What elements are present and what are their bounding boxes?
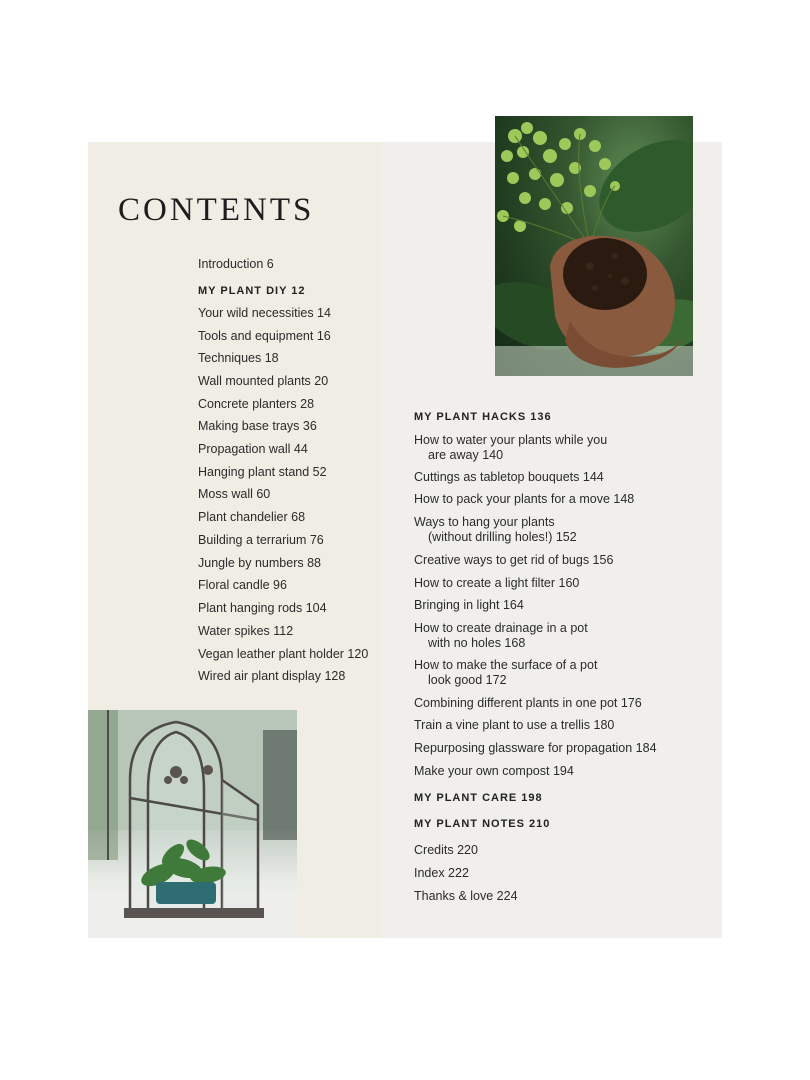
toc-entry[interactable]: Concrete planters 28 xyxy=(198,397,315,411)
toc-entry[interactable]: Index 222 xyxy=(414,866,469,880)
toc-entry[interactable]: Repurposing glassware for propagation 184 xyxy=(414,741,657,755)
toc-entry-line: How to water your plants while you xyxy=(414,433,608,447)
toc-entry[interactable]: Credits 220 xyxy=(414,843,478,857)
toc-section-heading[interactable]: MY PLANT CARE 198 xyxy=(414,792,543,804)
toc-entry[interactable]: Thanks & love 224 xyxy=(414,889,518,903)
toc-entry[interactable]: Jungle by numbers 88 xyxy=(198,556,321,570)
toc-section-heading[interactable]: MY PLANT DIY 12 xyxy=(198,285,306,297)
toc-entry[interactable]: Cuttings as tabletop bouquets 144 xyxy=(414,470,604,484)
toc-entry[interactable]: How to pack your plants for a move 148 xyxy=(414,492,635,506)
toc-entry[interactable]: Wired air plant display 128 xyxy=(198,669,346,683)
toc-entry[interactable]: Train a vine plant to use a trellis 180 xyxy=(414,718,615,732)
toc-entry[interactable]: Making base trays 36 xyxy=(198,419,317,433)
toc-entry[interactable]: Moss wall 60 xyxy=(198,487,271,501)
fern-hands-illustration xyxy=(495,116,693,376)
toc-entry[interactable]: How to create a light filter 160 xyxy=(414,576,580,590)
toc-entry[interactable]: Building a terrarium 76 xyxy=(198,533,324,547)
toc-entry[interactable]: Creative ways to get rid of bugs 156 xyxy=(414,553,614,567)
terrarium-photo xyxy=(88,710,297,938)
toc-entry[interactable]: Techniques 18 xyxy=(198,351,279,365)
toc-entry[interactable]: Propagation wall 44 xyxy=(198,442,308,456)
toc-entry[interactable]: Wall mounted plants 20 xyxy=(198,374,329,388)
toc-entry[interactable] xyxy=(414,433,607,463)
toc-entry[interactable]: Water spikes 112 xyxy=(198,624,294,638)
toc-entry[interactable]: Bringing in light 164 xyxy=(414,598,524,612)
page-title: CONTENTS xyxy=(118,192,315,228)
toc-entry[interactable] xyxy=(414,658,597,688)
toc-entry[interactable]: Plant hanging rods 104 xyxy=(198,601,327,615)
toc-entry[interactable]: Hanging plant stand 52 xyxy=(198,465,327,479)
toc-entry[interactable]: Your wild necessities 14 xyxy=(198,306,331,320)
terrarium-illustration xyxy=(88,710,297,938)
toc-entry[interactable]: Tools and equipment 16 xyxy=(198,329,331,343)
toc-entry[interactable]: Make your own compost 194 xyxy=(414,764,574,778)
toc-entry[interactable] xyxy=(414,621,588,651)
toc-entry[interactable]: Floral candle 96 xyxy=(198,578,287,592)
toc-section-heading[interactable]: MY PLANT NOTES 210 xyxy=(414,818,551,830)
fern-hands-photo xyxy=(495,116,693,376)
toc-entry[interactable] xyxy=(414,515,577,545)
toc-entry[interactable]: Plant chandelier 68 xyxy=(198,510,306,524)
toc-entry-continuation: with no holes 168 xyxy=(428,636,526,650)
toc-entry-continuation: are away 140 xyxy=(428,448,504,462)
toc-entry-line: How to create drainage in a pot xyxy=(414,621,588,635)
toc-entry[interactable]: Vegan leather plant holder 120 xyxy=(198,647,369,661)
toc-entry-continuation: (without drilling holes!) 152 xyxy=(428,530,577,544)
toc-entry[interactable]: Combining different plants in one pot 176 xyxy=(414,696,642,710)
toc-section-heading[interactable]: MY PLANT HACKS 136 xyxy=(414,411,552,423)
toc-entry-line: Ways to hang your plants xyxy=(414,515,555,529)
toc-entry-line: How to make the surface of a pot xyxy=(414,658,598,672)
toc-entry-continuation: look good 172 xyxy=(428,673,507,687)
toc-entry[interactable]: Introduction 6 xyxy=(198,257,274,271)
